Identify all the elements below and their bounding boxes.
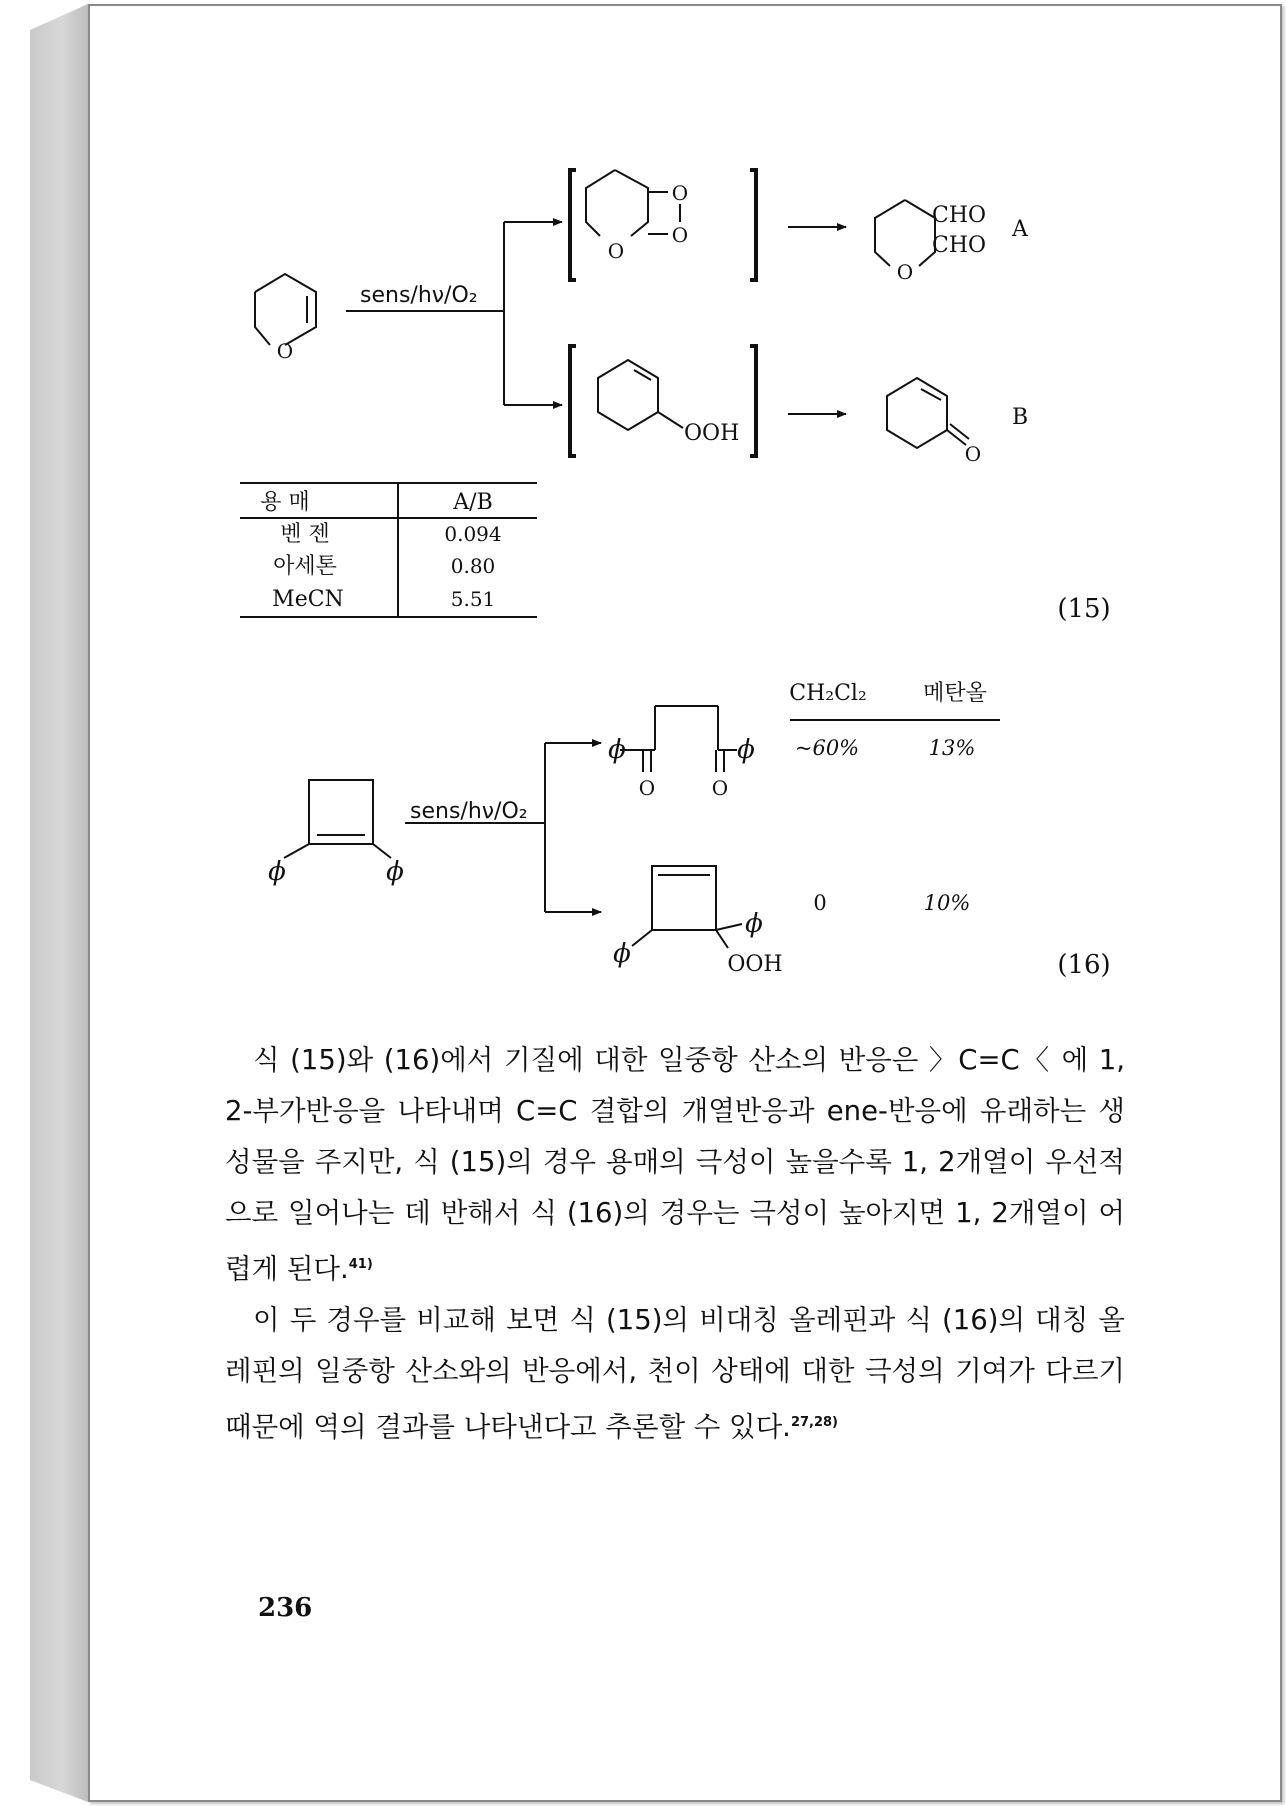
product-b-molecule <box>887 378 969 448</box>
product-a-cho-2: CHO <box>932 233 987 258</box>
carbonyl-oxygen-right: O <box>711 776 729 800</box>
yield-diketone-methanol: 13% <box>928 736 976 760</box>
yield-ene-methanol: 10% <box>923 891 971 915</box>
hydroperoxide-label-16: OOH <box>727 952 783 977</box>
table-cell-ratio-3: 5.51 <box>450 587 496 611</box>
scheme-15 <box>240 170 969 617</box>
page-number: 236 <box>258 1593 313 1623</box>
body-text <box>225 1035 1125 1453</box>
phi-ene-left: ϕ <box>613 939 631 969</box>
paragraph-1 <box>225 1035 1125 1295</box>
label-a: A <box>1012 217 1028 242</box>
table-cell-solvent-1: 벤 젠 <box>280 522 330 547</box>
table-header-solvent: 용 매 <box>260 490 310 515</box>
diphenylcyclobutene-molecule <box>284 780 391 858</box>
product-a-molecule <box>875 200 935 266</box>
paragraph-2 <box>225 1295 1125 1453</box>
reference-27-28: 27,28) <box>790 1415 838 1430</box>
table-header-ratio: A/B <box>453 490 493 515</box>
phi-ene-right: ϕ <box>745 909 763 939</box>
column-header-methanol: 메탄올 <box>923 681 987 706</box>
label-b: B <box>1012 405 1029 430</box>
peroxide-oxygen-2: O <box>671 223 689 247</box>
table-cell-solvent-2: 아세톤 <box>273 554 337 579</box>
hydroperoxide-label-15: OOH <box>684 421 740 446</box>
diketone-product <box>620 706 737 772</box>
carbonyl-oxygen-left: O <box>638 776 656 800</box>
phi-left: ϕ <box>268 857 286 887</box>
product-a-oxygen: O <box>896 260 914 284</box>
ene-hydroperoxide-product <box>632 866 742 948</box>
table-cell-solvent-3: MeCN <box>272 587 344 612</box>
paragraph-2-text: 이 두 경우를 비교해 보면 식 (15)의 비대칭 올레핀과 식 (16)의 대칭 올레핀의 일중항 산소와의 반응에서, 천이 상태에 대한 극성의 기여가 다르기 때문에 역의 결과를 나타낸다고 추론할 수 있다. <box>225 1304 1125 1443</box>
reagent-label-16: sens/hν/O₂ <box>410 799 528 824</box>
reagent-label-15: sens/hν/O₂ <box>360 283 478 308</box>
table-cell-ratio-1: 0.094 <box>444 522 502 546</box>
equation-number-15: (15) <box>1057 594 1111 624</box>
scheme-16 <box>284 706 1000 948</box>
column-header-ch2cl2: CH₂Cl₂ <box>789 681 867 706</box>
dihydropyran-molecule <box>255 274 316 345</box>
dioxetane-intermediate <box>570 170 756 280</box>
phi-right: ϕ <box>386 857 404 887</box>
table-cell-ratio-2: 0.80 <box>450 554 496 578</box>
phi-diketone-left: ϕ <box>608 735 626 765</box>
phi-diketone-right: ϕ <box>737 735 755 765</box>
ring-oxygen: O <box>276 339 294 363</box>
peroxide-oxygen-1: O <box>671 181 689 205</box>
yield-ene-ch2cl2: 0 <box>813 891 827 915</box>
product-a-cho-1: CHO <box>932 203 987 228</box>
yield-diketone-ch2cl2: ~60% <box>794 736 860 760</box>
ring-oxygen-dioxetane: O <box>607 239 625 263</box>
reference-41: 41) <box>348 1257 373 1272</box>
ketone-oxygen: O <box>964 442 982 466</box>
paragraph-1-text: 식 (15)와 (16)에서 기질에 대한 일중항 산소의 반응은 〉C=C〈 에 1, 2-부가반응을 나타내며 C=C 결합의 개열반응과 ene-반응에 유래하는 생성물을 주지만, 식 (15)의 경우 용매의 극성이 높을수록 1, 2개열이 우선적으로 일어나는 데 반해서 식 (16)의 경우는 극성이 높아지면 1, 2개열이 어렵게 된다. <box>225 1044 1125 1285</box>
equation-number-16: (16) <box>1057 950 1111 980</box>
